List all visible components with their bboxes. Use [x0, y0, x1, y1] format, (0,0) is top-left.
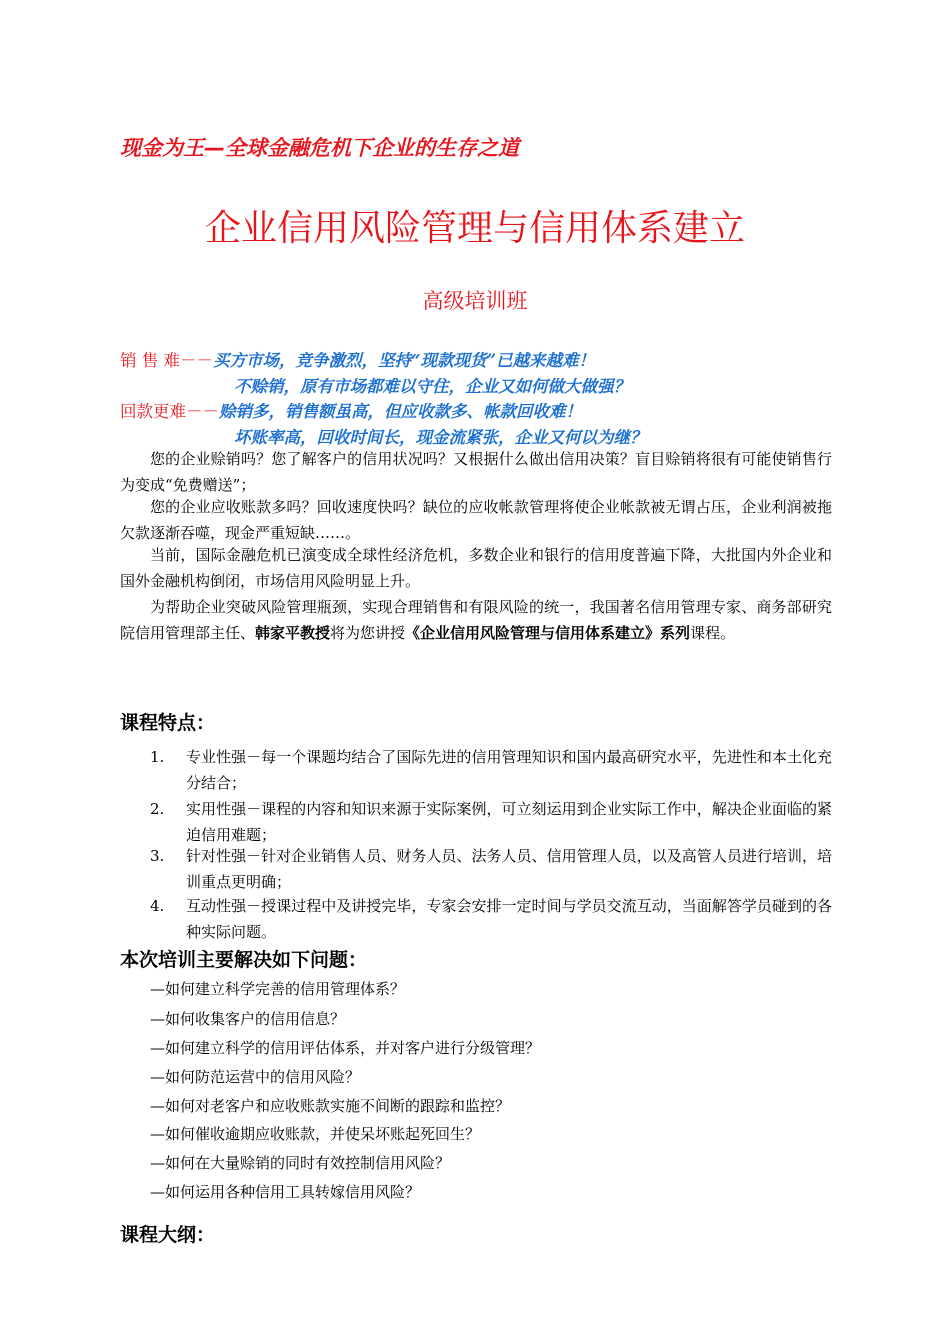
problems-heading: 本次培训主要解决如下问题：	[120, 949, 368, 971]
feature-number: 1.	[150, 748, 165, 766]
features-heading: 课程特点：	[120, 712, 216, 734]
feature-text: 互动性强－授课过程中及讲授完毕，专家会安排一定时间与学员交流互动，当面解答学员碰到的各种实际问题。	[186, 897, 832, 941]
intro-p4-post: 课程。	[690, 624, 736, 642]
question-item: —如何催收逾期应收账款，并使呆坏账起死回生？	[150, 1125, 481, 1143]
question-item: —如何收集客户的信用信息？	[150, 1010, 346, 1028]
intro-p4-pre: 为帮助企业突破风险管理瓶颈，实现合理销售和有限风险的统一，我国著名信用管理专家、商务部研究院信用管理部主任、	[120, 598, 832, 642]
top-tagline: 现金为王—全球金融危机下企业的生存之道	[120, 136, 519, 160]
feature-item	[150, 893, 832, 945]
intro-paragraph-3: 当前，国际金融危机已演变成全球性经济危机，多数企业和银行的信用度普遍下降，大批国内外企业和国外金融机构倒闭，市场信用风险明显上升。	[120, 546, 832, 590]
slogan-sales-label: 销 售 难－－	[120, 351, 213, 370]
feature-item	[150, 843, 832, 895]
slogan-sales-line1: 买方市场，竞争激烈，坚持“现款现货”已越来越难！	[213, 351, 595, 370]
intro-p4-mid: 将为您讲授	[330, 624, 406, 642]
expert-name: 韩家平教授	[255, 624, 331, 642]
feature-number: 2.	[150, 800, 165, 818]
page-title: 企业信用风险管理与信用体系建立	[204, 208, 745, 249]
outline-heading: 课程大纲：	[120, 1224, 216, 1246]
question-item: —如何防范运营中的信用风险？	[150, 1068, 361, 1086]
feature-text: 针对性强－针对企业销售人员、财务人员、法务人员、信用管理人员，以及高管人员进行培训，培训重点更明确；	[186, 847, 832, 891]
feature-item	[150, 796, 832, 848]
question-item: —如何运用各种信用工具转嫁信用风险？	[150, 1183, 421, 1201]
question-item: —如何建立科学的信用评估体系，并对客户进行分级管理？	[150, 1039, 541, 1057]
slogan-collect-label: 回款更难－－	[120, 402, 219, 421]
feature-number: 4.	[150, 897, 165, 915]
question-item: —如何对老客户和应收账款实施不间断的跟踪和监控？	[150, 1097, 511, 1115]
feature-number: 3.	[150, 847, 165, 865]
page-subtitle: 高级培训班	[422, 289, 528, 313]
slogan-sales	[120, 347, 595, 371]
slogan-collect-line2: 坏账率高，回收时间长，现金流紧张，企业又何以为继？	[234, 428, 647, 447]
intro-paragraph-1: 您的企业赊销吗？您了解客户的信用状况吗？又根据什么做出信用决策？盲目赊销将很有可能使销售行为变成“免费赠送”；	[120, 450, 832, 494]
feature-text: 专业性强－每一个课题均结合了国际先进的信用管理知识和国内最高研究水平，先进性和本土化充分结合；	[186, 748, 832, 792]
slogan-collect-line1: 赊销多，销售额虽高，但应收款多、帐款回收难！	[219, 402, 582, 421]
intro-paragraph-2: 您的企业应收账款多吗？回收速度快吗？缺位的应收帐款管理将使企业帐款被无谓占压，企业利润被拖欠款逐渐吞噬，现金严重短缺……。	[120, 498, 832, 542]
feature-item	[150, 744, 832, 796]
course-name: 《企业信用风险管理与信用体系建立》系列	[405, 624, 691, 642]
question-item: —如何在大量赊销的同时有效控制信用风险？	[150, 1154, 451, 1172]
question-item: —如何建立科学完善的信用管理体系？	[150, 980, 406, 998]
feature-text: 实用性强－课程的内容和知识来源于实际案例，可立刻运用到企业实际工作中，解决企业面临的紧迫信用难题；	[186, 800, 832, 844]
slogan-collect	[120, 398, 582, 422]
intro-paragraph-4	[120, 594, 832, 646]
slogan-sales-line2: 不赊销，原有市场都难以守住，企业又如何做大做强？	[234, 377, 630, 396]
